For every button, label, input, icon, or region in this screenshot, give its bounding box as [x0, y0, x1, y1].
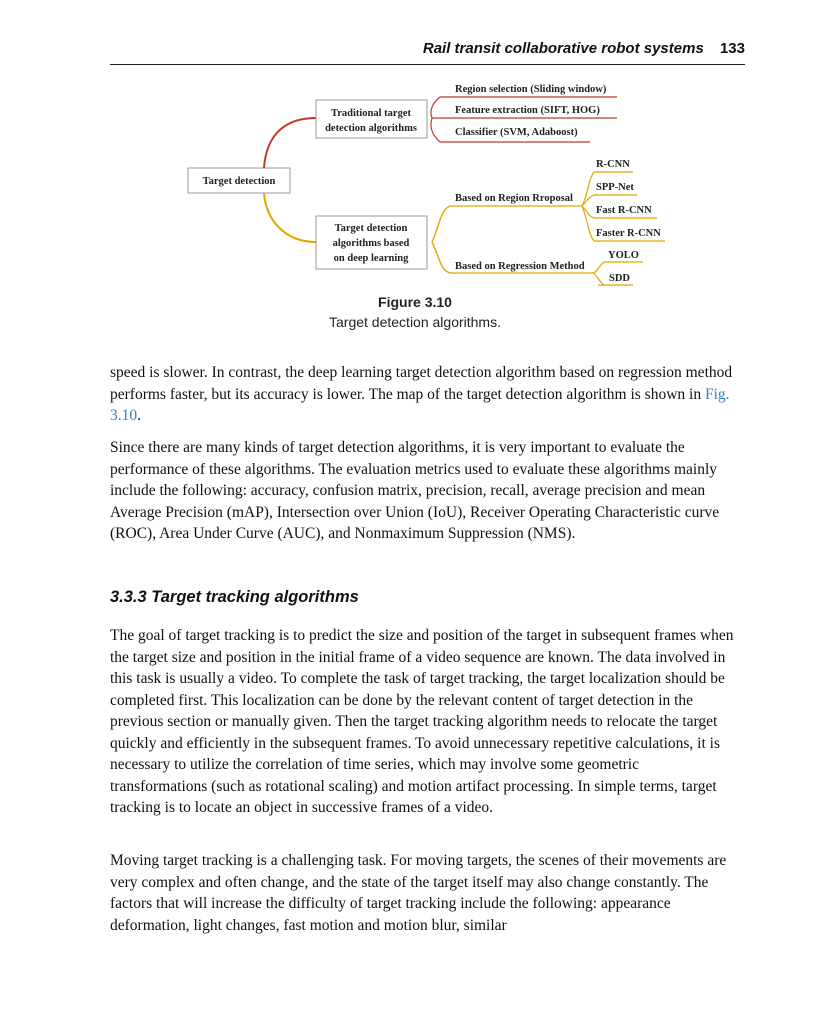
deep-node-label-3: on deep learning	[333, 253, 409, 264]
region-proposal-fan	[582, 172, 594, 241]
figure-caption-number: Figure 3.10	[378, 294, 452, 310]
paragraph-2: Since there are many kinds of target detection algorithms, it is very important to evaluate the performance of these algorithms. The evaluation metrics used to evaluate these algorithms mainly include the following: accuracy, confusion matrix, precision, recall, average precision and mean Average Precision (mAP), Intersection over Union (IoU), Receiver Operating Characteristic curve (ROC), Area Under Curve (AUC), and Nonmaximum Suppression (NMS).	[110, 439, 720, 542]
regression-fan	[594, 262, 604, 285]
section-heading: 3.3.3 Target tracking algorithms	[110, 588, 359, 606]
paragraph-1-end: .	[137, 407, 141, 424]
deep-branch-connector	[264, 193, 316, 242]
deep-node-label-1: Target detection	[334, 223, 408, 234]
traditional-node-label-1: Traditional target	[330, 108, 412, 119]
page-number: 133	[719, 40, 745, 57]
region-proposal-item: R-CNN	[596, 159, 630, 170]
figure-reference-link[interactable]: Fig. 3.10	[110, 385, 730, 424]
traditional-branch-connector	[264, 118, 316, 168]
paragraph-1-text: speed is slower. In contrast, the deep learning target detection algorithm based on regression method performs faster, but its accuracy is lower. The map of the target detection algorithm is shown in	[110, 364, 733, 403]
region-proposal-item: Faster R-CNN	[596, 228, 661, 239]
traditional-item: Region selection (Sliding window)	[455, 84, 607, 95]
region-proposal-label: Based on Region Rroposal	[455, 193, 573, 204]
regression-item: YOLO	[608, 250, 639, 261]
paragraph-3: The goal of target tracking is to predict the size and position of the target in subsequent frames when the target size and position in the initial frame of a video sequence are known. The data involved in this task is usually a video. To complete the task of target tracking, the target localization should be completed first. This localization can be done by the relevant content of target detection in the previous section or manually given. Then the target tracking algorithm needs to relocate the target quickly and efficiently in the subsequent frames. To avoid unnecessary repetitive calculations, it is necessary to utilize the correlation of time series, which may involve some geometric transformations (such as rotational scaling) and motion artifact processing. In simple terms, target tracking is to locate an object in successive frames of a video.	[110, 627, 734, 816]
target-detection-diagram	[0, 0, 830, 290]
region-proposal-item: SPP-Net	[596, 182, 634, 193]
deep-fan-connector	[432, 206, 450, 273]
running-title: Rail transit collaborative robot systems	[422, 40, 704, 57]
paragraph-1	[110, 362, 735, 427]
paragraph-4: Moving target tracking is a challenging task. For moving targets, the scenes of their movements are very complex and often change, and the state of the target itself may also change constantly. The factors that will increase the difficulty of target tracking include the following: appearance deformation, light changes, fast motion and motion blur, similar	[110, 852, 727, 934]
region-proposal-item: Fast R-CNN	[596, 205, 652, 216]
figure-caption-text: Target detection algorithms.	[329, 314, 501, 330]
regression-label: Based on Regression Method	[455, 261, 585, 272]
root-node-label: Target detection	[202, 176, 276, 187]
traditional-fan-connector	[431, 97, 446, 142]
regression-item: SDD	[609, 273, 631, 284]
traditional-item: Feature extraction (SIFT, HOG)	[455, 105, 600, 116]
deep-node-label-2: algorithms based	[332, 238, 410, 249]
traditional-node-label-2: detection algorithms	[325, 123, 417, 134]
traditional-item: Classifier (SVM, Adaboost)	[455, 127, 578, 138]
